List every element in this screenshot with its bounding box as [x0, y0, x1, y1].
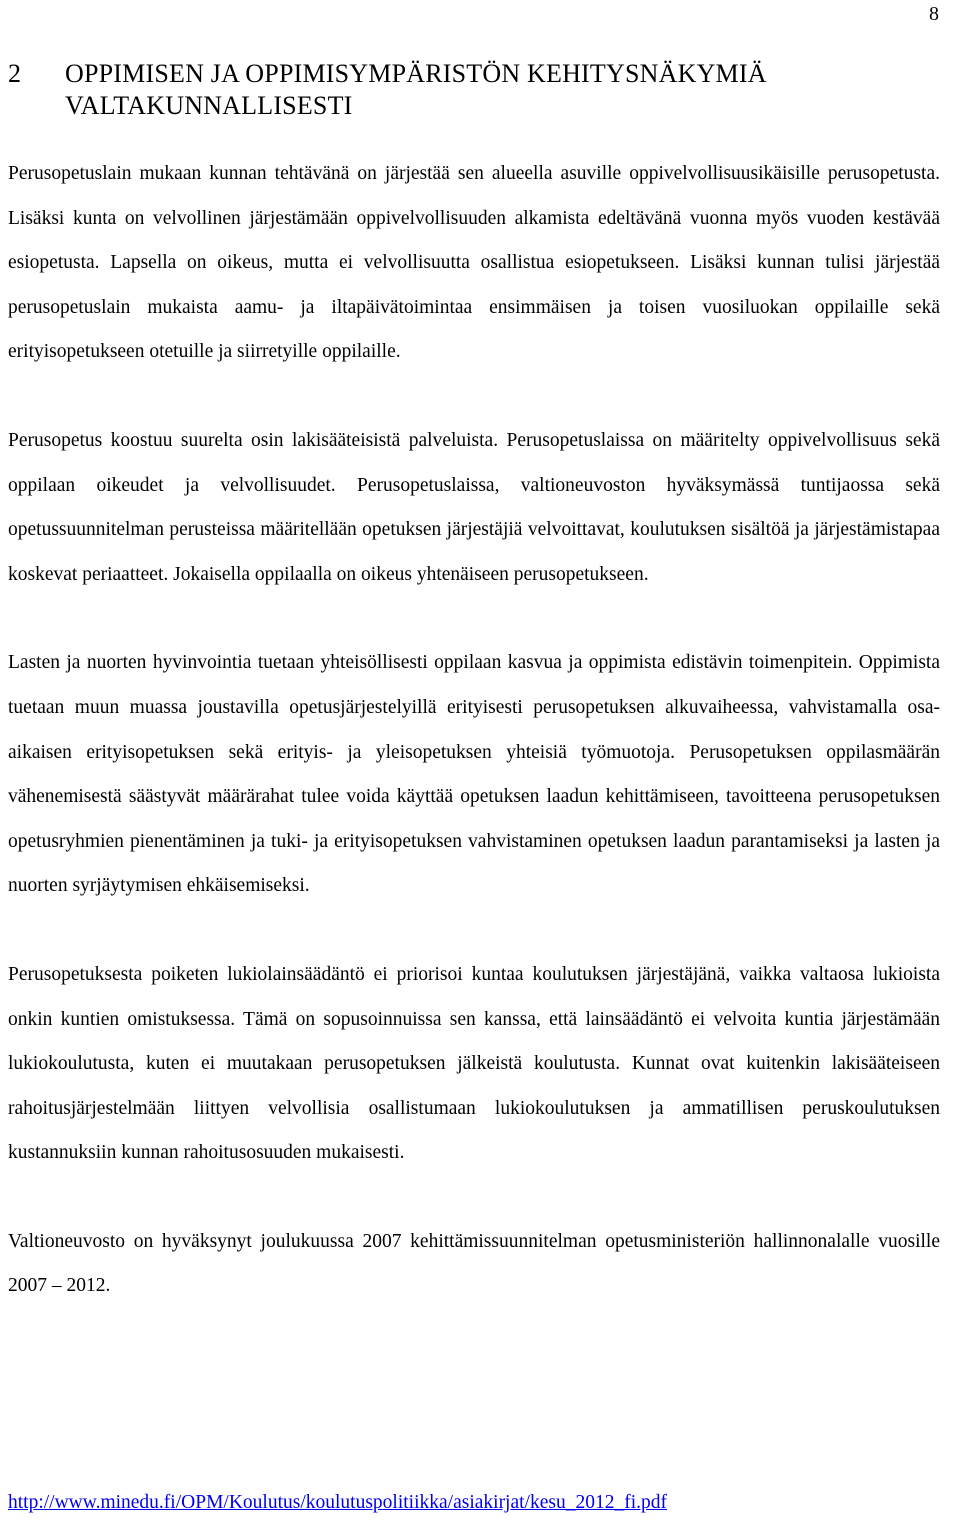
chapter-number: 2 — [8, 59, 21, 88]
paragraph-development-plan: Valtioneuvosto on hyväksynyt joulukuussa 2007 kehittämissuunnitelman opetusministeriön hallinnonalalle vuosille 2007 – 2012. — [8, 1230, 940, 1297]
chapter-title: OPPIMISEN JA OPPIMISYMPÄRISTÖN KEHITYSNÄKYMIÄ VALTAKUNNALLISESTI — [65, 59, 767, 120]
development-plan-link[interactable]: http://www.minedu.fi/OPM/Koulutus/koulutuspolitiikka/asiakirjat/kesu_2012_fi.pdf — [8, 1492, 667, 1513]
paragraph-wellbeing-support: Lasten ja nuorten hyvinvointia tuetaan yhteisöllisesti oppilaan kasvua ja oppimista edistävin toimenpitein. Oppimista tuetaan muun muassa joustavilla opetusjärjestelyillä erityisesti perusopetuksen alkuvaiheessa, vahvistamalla osa-aikaisen erityisopetuksen sekä erityis- ja yleisopetuksen yhteisiä työmuotoja. Perusopetuksen oppilasmäärän vähenemisestä säästyvät määrärahat tulee voida käyttää opetuksen laadun kehittämiseen, tavoitteena perusopetuksen opetusryhmien pienentäminen ja tuki- ja erityisopetuksen vahvistaminen opetuksen laadun parantamiseksi ja lasten ja nuorten syrjäytymisen ehkäisemiseksi. — [8, 652, 940, 897]
paragraph-compulsory-education: Perusopetuslain mukaan kunnan tehtävänä on järjestää sen alueella asuville oppivelvollisuusikäisille perusopetusta. Lisäksi kunta on velvollinen järjestämään oppivelvollisuuden alkamista edeltävänä vuonna myös vuoden kestävää esiopetusta. Lapsella on oikeus, mutta ei velvollisuutta osallistua esiopetukseen. Lisäksi kunnan tulisi järjestää perusopetuslain mukaista aamu- ja iltapäivätoimintaa ensimmäisen ja toisen vuosiluokan oppilaille sekä erityisopetukseen otetuille ja siirretyille oppilaille. — [8, 163, 940, 363]
paragraph-basic-education-law: Perusopetus koostuu suurelta osin lakisääteisistä palveluista. Perusopetuslaissa on määritelty oppivelvollisuus sekä oppilaan oikeudet ja velvollisuudet. Perusopetuslaissa, valtioneuvoston hyväksymässä tuntijaossa sekä opetussuunnitelman perusteissa määritellään opetuksen järjestäjiä velvoittavat, koulutuksen sisältöä ja järjestämistapaa koskevat periaatteet. Jokaisella oppilaalla on oikeus yhtenäiseen perusopetukseen. — [8, 429, 940, 585]
paragraph-upper-secondary: Perusopetuksesta poiketen lukiolainsäädäntö ei priorisoi kuntaa koulutuksen järjestäjänä, vaikka valtaosa lukioista onkin kuntien omistuksessa. Tämä on sopusoinnuissa sen kanssa, että lainsäädäntö ei velvoita kuntia järjestämään lukiokoulutusta, kuten ei muutakaan perusopetuksen jälkeistä koulutusta. Kunnat ovat kuitenkin lakisääteiseen rahoitusjärjestelmään liittyen velvollisia osallistumaan lukiokoulutuksen ja ammatillisen peruskoulutuksen kustannuksiin kunnan rahoitusosuuden mukaisesti. — [8, 963, 940, 1164]
page-number: 8 — [929, 3, 939, 25]
chapter-heading — [8, 58, 948, 122]
body-text — [8, 152, 940, 1309]
